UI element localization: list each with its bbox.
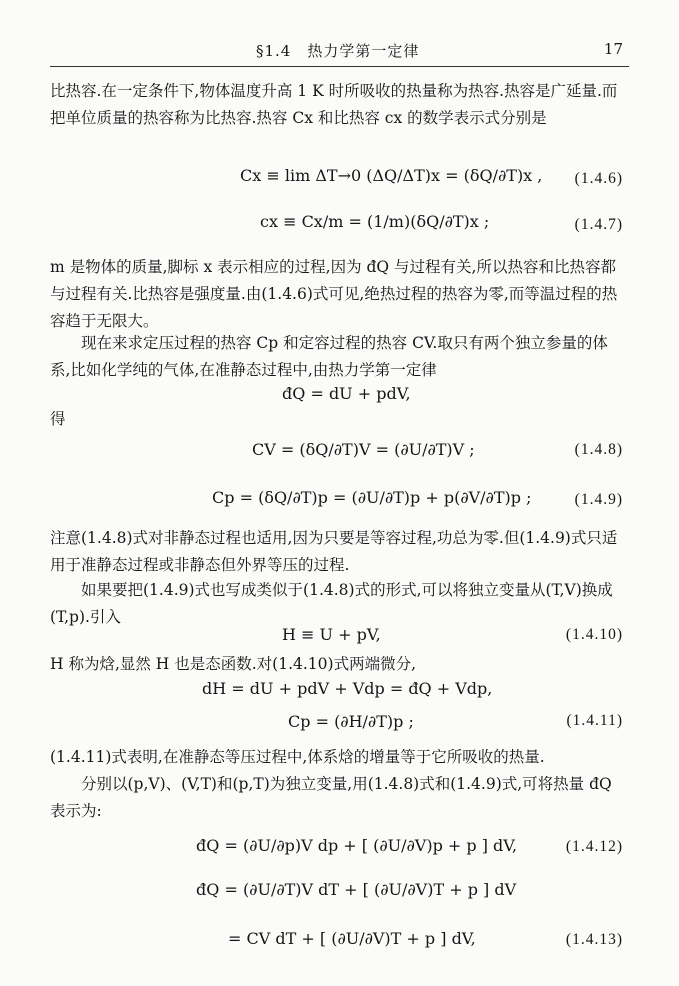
running-header <box>56 40 623 62</box>
equation-dH: dH = dU + pdV + Vdp = đQ + Vdp, <box>202 679 493 698</box>
section-title: §1.4 热力学第一定律 <box>256 42 420 60</box>
paragraph-heat-expressions: 分别以(p,V)、(V,T)和(p,T)为独立变量,用(1.4.8)式和(1.4.9)式,可将热量 đQ 表示为: <box>50 775 612 820</box>
equation-number-1-4-10: (1.4.10) <box>565 626 623 643</box>
word-de: 得 <box>50 410 66 428</box>
equation-1-4-9: Cp = (δQ/∂T)p = (∂U/∂T)p + p(∂V/∂T)p ; <box>212 488 532 507</box>
page-number: 17 <box>603 40 623 58</box>
equation-first-law: đQ = dU + pdV, <box>282 384 411 403</box>
equation-1-4-10: H ≡ U + pV, <box>282 625 381 644</box>
equation-number-1-4-7: (1.4.7) <box>574 216 623 233</box>
paragraph-enthalpy: H 称为焓,显然 H 也是态函数.对(1.4.10)式两端微分, <box>50 655 416 673</box>
equation-1-4-12: đQ = (∂U/∂p)V dp + [ (∂U/∂V)p + p ] dV, <box>196 836 518 855</box>
equation-1-4-8: CV = (δQ/∂T)V = (∂U/∂T)V ; <box>252 440 475 459</box>
equation-number-1-4-11: (1.4.11) <box>566 712 623 729</box>
header-rule <box>50 66 629 67</box>
equation-number-1-4-9: (1.4.9) <box>574 491 623 508</box>
paragraph-cp-cv-intro: 现在来求定压过程的热容 Cp 和定容过程的热容 CV.取只有两个独立参量的体系,比如化学纯的气体,在准静态过程中,由热力学第一定律 <box>50 334 608 379</box>
equation-1-4-7: cx ≡ Cx/m = (1/m)(δQ/∂T)x ; <box>260 212 490 231</box>
paragraph-enthalpy-meaning: (1.4.11)式表明,在准静态等压过程中,体系焓的增量等于它所吸收的热量. <box>50 748 545 766</box>
equation-number-1-4-8: (1.4.8) <box>574 441 623 458</box>
paragraph-mass-subscript: m 是物体的质量,脚标 x 表示相应的过程,因为 đQ 与过程有关,所以热容和比热容都与过程有关.比热容是强度量.由(1.4.6)式可见,绝热过程的热容为零,而等温过程的热容趋于无限大。 <box>50 258 618 330</box>
equation-1-4-13-line1: đQ = (∂U/∂T)V dT + [ (∂U/∂V)T + p ] dV <box>196 880 517 899</box>
equation-number-1-4-12: (1.4.12) <box>565 838 623 855</box>
equation-1-4-6: Cx ≡ lim ΔT→0 (ΔQ/ΔT)x = (δQ/∂T)x , <box>240 166 543 185</box>
equation-number-1-4-13: (1.4.13) <box>565 931 623 948</box>
paragraph-change-variables: 如果要把(1.4.9)式也写成类似于(1.4.8)式的形式,可以将独立变量从(T,V)换成(T,p).引入 <box>50 581 613 626</box>
equation-1-4-11: Cp = (∂H/∂T)p ; <box>288 712 414 731</box>
equation-number-1-4-6: (1.4.6) <box>574 170 623 187</box>
equation-1-4-13-line2: = CV dT + [ (∂U/∂V)T + p ] dV, <box>228 929 476 948</box>
paragraph-heat-capacity-definition: 比热容.在一定条件下,物体温度升高 1 K 时所吸收的热量称为热容.热容是广延量.而把单位质量的热容称为比热容.热容 Cx 和比热容 cx 的数学表示式分别是 <box>50 82 618 127</box>
paragraph-applicability-note: 注意(1.4.8)式对非静态过程也适用,因为只要是等容过程,功总为零.但(1.4.9)式只适用于准静态过程或非静态但外界等压的过程. <box>50 529 618 574</box>
